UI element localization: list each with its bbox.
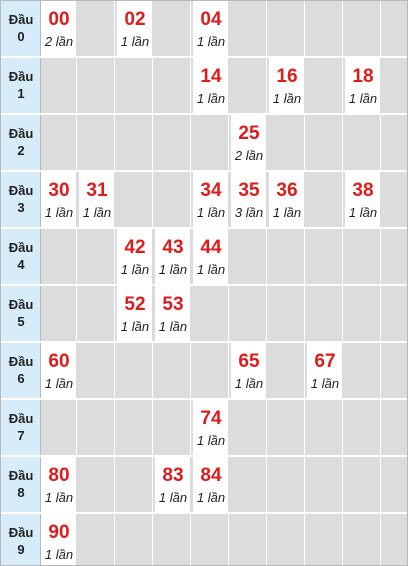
empty-cell xyxy=(345,457,381,512)
head-label-cell xyxy=(1,343,41,398)
empty-cell xyxy=(79,229,115,284)
empty-cell xyxy=(117,172,153,227)
empty-cell xyxy=(231,58,267,113)
lottery-number: 16 xyxy=(276,66,298,87)
number-cell-43 xyxy=(155,229,191,284)
head-row-1 xyxy=(1,58,407,113)
head-label-cell xyxy=(1,286,41,341)
head-digit: 1 xyxy=(17,86,25,101)
empty-cell xyxy=(345,1,381,56)
head-digit: 6 xyxy=(17,371,25,386)
head-label-cell xyxy=(1,229,41,284)
empty-cell xyxy=(269,229,305,284)
number-cell-60 xyxy=(41,343,77,398)
empty-cell xyxy=(193,343,229,398)
head-row-2 xyxy=(1,115,407,170)
number-cell-53 xyxy=(155,286,191,341)
empty-cell xyxy=(79,514,115,566)
number-cell-38 xyxy=(345,172,381,227)
empty-cell xyxy=(345,286,381,341)
head-label-cell xyxy=(1,58,41,113)
occurrence-count: 1 lần xyxy=(272,91,302,106)
occurrence-count: 1 lần xyxy=(120,319,150,334)
lottery-number: 04 xyxy=(200,9,222,30)
head-digit: 9 xyxy=(17,542,25,557)
head-digit: 5 xyxy=(17,314,25,329)
head-label-text: Đầu xyxy=(8,183,34,198)
empty-cell xyxy=(269,1,305,56)
lottery-number: 43 xyxy=(162,237,184,258)
empty-cell xyxy=(345,514,381,566)
lottery-number: 36 xyxy=(276,180,298,201)
occurrence-count: 1 lần xyxy=(120,34,150,49)
number-cell-74 xyxy=(193,400,229,455)
head-label-text: Đầu xyxy=(8,411,34,426)
number-cell-52 xyxy=(117,286,153,341)
head-label-text: Đầu xyxy=(8,297,34,312)
head-row-8 xyxy=(1,457,407,512)
empty-cell xyxy=(117,115,153,170)
empty-cell xyxy=(383,457,408,512)
number-cell-84 xyxy=(193,457,229,512)
empty-cell xyxy=(231,1,267,56)
head-digit: 7 xyxy=(17,428,25,443)
head-digit: 3 xyxy=(17,200,25,215)
number-cell-30 xyxy=(41,172,77,227)
empty-cell xyxy=(231,229,267,284)
empty-cell xyxy=(383,343,408,398)
occurrence-count: 1 lần xyxy=(158,319,188,334)
lottery-number: 52 xyxy=(124,294,146,315)
occurrence-count: 1 lần xyxy=(310,376,340,391)
number-cell-31 xyxy=(79,172,115,227)
occurrence-count: 1 lần xyxy=(44,205,74,220)
lottery-number: 44 xyxy=(200,237,222,258)
occurrence-count: 1 lần xyxy=(348,205,378,220)
empty-cell xyxy=(79,343,115,398)
occurrence-count: 2 lần xyxy=(44,34,74,49)
empty-cell xyxy=(307,115,343,170)
empty-cell xyxy=(79,400,115,455)
head-row-5 xyxy=(1,286,407,341)
empty-cell xyxy=(117,58,153,113)
occurrence-count: 1 lần xyxy=(196,34,226,49)
head-label-text: Đầu xyxy=(8,69,34,84)
empty-cell xyxy=(231,457,267,512)
lottery-number: 90 xyxy=(48,522,70,543)
empty-cell xyxy=(383,115,408,170)
empty-cell xyxy=(193,115,229,170)
empty-cell xyxy=(79,457,115,512)
lottery-number: 38 xyxy=(352,180,374,201)
empty-cell xyxy=(269,400,305,455)
number-cell-80 xyxy=(41,457,77,512)
number-cell-16 xyxy=(269,58,305,113)
head-label-cell xyxy=(1,400,41,455)
head-row-3 xyxy=(1,172,407,227)
number-cell-36 xyxy=(269,172,305,227)
occurrence-count: 3 lần xyxy=(234,205,264,220)
empty-cell xyxy=(41,400,77,455)
lottery-number: 31 xyxy=(86,180,108,201)
head-row-6 xyxy=(1,343,407,398)
occurrence-count: 1 lần xyxy=(44,547,74,562)
empty-cell xyxy=(307,229,343,284)
occurrence-count: 1 lần xyxy=(44,376,74,391)
number-cell-25 xyxy=(231,115,267,170)
occurrence-count: 1 lần xyxy=(120,262,150,277)
occurrence-count: 1 lần xyxy=(44,490,74,505)
empty-cell xyxy=(383,58,408,113)
lottery-number: 80 xyxy=(48,465,70,486)
empty-cell xyxy=(79,286,115,341)
number-cell-44 xyxy=(193,229,229,284)
empty-cell xyxy=(79,58,115,113)
empty-cell xyxy=(231,400,267,455)
empty-cell xyxy=(41,286,77,341)
head-label-text: Đầu xyxy=(8,468,34,483)
empty-cell xyxy=(383,172,408,227)
empty-cell xyxy=(269,115,305,170)
lottery-number: 02 xyxy=(124,9,146,30)
number-cell-83 xyxy=(155,457,191,512)
empty-cell xyxy=(269,343,305,398)
lottery-number: 35 xyxy=(238,180,260,201)
number-cell-35 xyxy=(231,172,267,227)
empty-cell xyxy=(307,514,343,566)
empty-cell xyxy=(231,286,267,341)
empty-cell xyxy=(383,229,408,284)
number-cell-42 xyxy=(117,229,153,284)
empty-cell xyxy=(155,115,191,170)
empty-cell xyxy=(345,400,381,455)
empty-cell xyxy=(155,343,191,398)
empty-cell xyxy=(269,286,305,341)
empty-cell xyxy=(307,1,343,56)
empty-cell xyxy=(231,514,267,566)
head-label-text: Đầu xyxy=(8,354,34,369)
empty-cell xyxy=(79,1,115,56)
number-cell-67 xyxy=(307,343,343,398)
number-cell-34 xyxy=(193,172,229,227)
empty-cell xyxy=(41,58,77,113)
occurrence-count: 1 lần xyxy=(196,262,226,277)
lottery-number: 84 xyxy=(200,465,222,486)
lottery-number: 53 xyxy=(162,294,184,315)
head-label-cell xyxy=(1,115,41,170)
number-cell-14 xyxy=(193,58,229,113)
empty-cell xyxy=(307,172,343,227)
head-row-9 xyxy=(1,514,407,566)
head-label-text: Đầu xyxy=(8,12,34,27)
empty-cell xyxy=(155,58,191,113)
number-cell-02 xyxy=(117,1,153,56)
empty-cell xyxy=(79,115,115,170)
head-row-4 xyxy=(1,229,407,284)
head-digit: 8 xyxy=(17,485,25,500)
empty-cell xyxy=(383,1,408,56)
lottery-number: 18 xyxy=(352,66,374,87)
empty-cell xyxy=(41,115,77,170)
head-label-cell xyxy=(1,457,41,512)
lottery-number: 83 xyxy=(162,465,184,486)
number-cell-18 xyxy=(345,58,381,113)
empty-cell xyxy=(117,343,153,398)
empty-cell xyxy=(307,457,343,512)
occurrence-count: 1 lần xyxy=(158,262,188,277)
empty-cell xyxy=(117,457,153,512)
occurrence-count: 1 lần xyxy=(272,205,302,220)
number-cell-90 xyxy=(41,514,77,566)
occurrence-count: 1 lần xyxy=(82,205,112,220)
empty-cell xyxy=(155,400,191,455)
head-label-text: Đầu xyxy=(8,240,34,255)
head-digit: 4 xyxy=(17,257,25,272)
head-row-7 xyxy=(1,400,407,455)
lottery-number: 67 xyxy=(314,351,336,372)
head-row-0 xyxy=(1,1,407,56)
empty-cell xyxy=(41,229,77,284)
head-digit: 2 xyxy=(17,143,25,158)
lottery-number: 34 xyxy=(200,180,222,201)
empty-cell xyxy=(193,286,229,341)
empty-cell xyxy=(155,172,191,227)
empty-cell xyxy=(307,58,343,113)
occurrence-count: 1 lần xyxy=(348,91,378,106)
lottery-number: 65 xyxy=(238,351,260,372)
occurrence-count: 2 lần xyxy=(234,148,264,163)
number-cell-04 xyxy=(193,1,229,56)
number-cell-65 xyxy=(231,343,267,398)
empty-cell xyxy=(155,1,191,56)
lottery-number: 42 xyxy=(124,237,146,258)
lottery-number: 14 xyxy=(200,66,222,87)
empty-cell xyxy=(269,514,305,566)
head-label-cell xyxy=(1,1,41,56)
number-cell-00 xyxy=(41,1,77,56)
head-digit: 0 xyxy=(17,29,25,44)
empty-cell xyxy=(117,514,153,566)
head-label-cell xyxy=(1,172,41,227)
empty-cell xyxy=(269,457,305,512)
empty-cell xyxy=(307,400,343,455)
occurrence-count: 1 lần xyxy=(196,490,226,505)
lottery-number: 60 xyxy=(48,351,70,372)
occurrence-count: 1 lần xyxy=(196,433,226,448)
empty-cell xyxy=(345,115,381,170)
empty-cell xyxy=(383,400,408,455)
empty-cell xyxy=(155,514,191,566)
empty-cell xyxy=(345,343,381,398)
head-label-text: Đầu xyxy=(8,525,34,540)
occurrence-count: 1 lần xyxy=(158,490,188,505)
lottery-number: 74 xyxy=(200,408,222,429)
lottery-number: 00 xyxy=(48,9,70,30)
head-label-text: Đầu xyxy=(8,126,34,141)
empty-cell xyxy=(307,286,343,341)
empty-cell xyxy=(345,229,381,284)
head-label-cell xyxy=(1,514,41,566)
lottery-number: 25 xyxy=(238,123,260,144)
empty-cell xyxy=(193,514,229,566)
empty-cell xyxy=(117,400,153,455)
occurrence-count: 1 lần xyxy=(196,205,226,220)
occurrence-count: 1 lần xyxy=(234,376,264,391)
occurrence-count: 1 lần xyxy=(196,91,226,106)
lottery-number: 30 xyxy=(48,180,70,201)
empty-cell xyxy=(383,286,408,341)
empty-cell xyxy=(383,514,408,566)
